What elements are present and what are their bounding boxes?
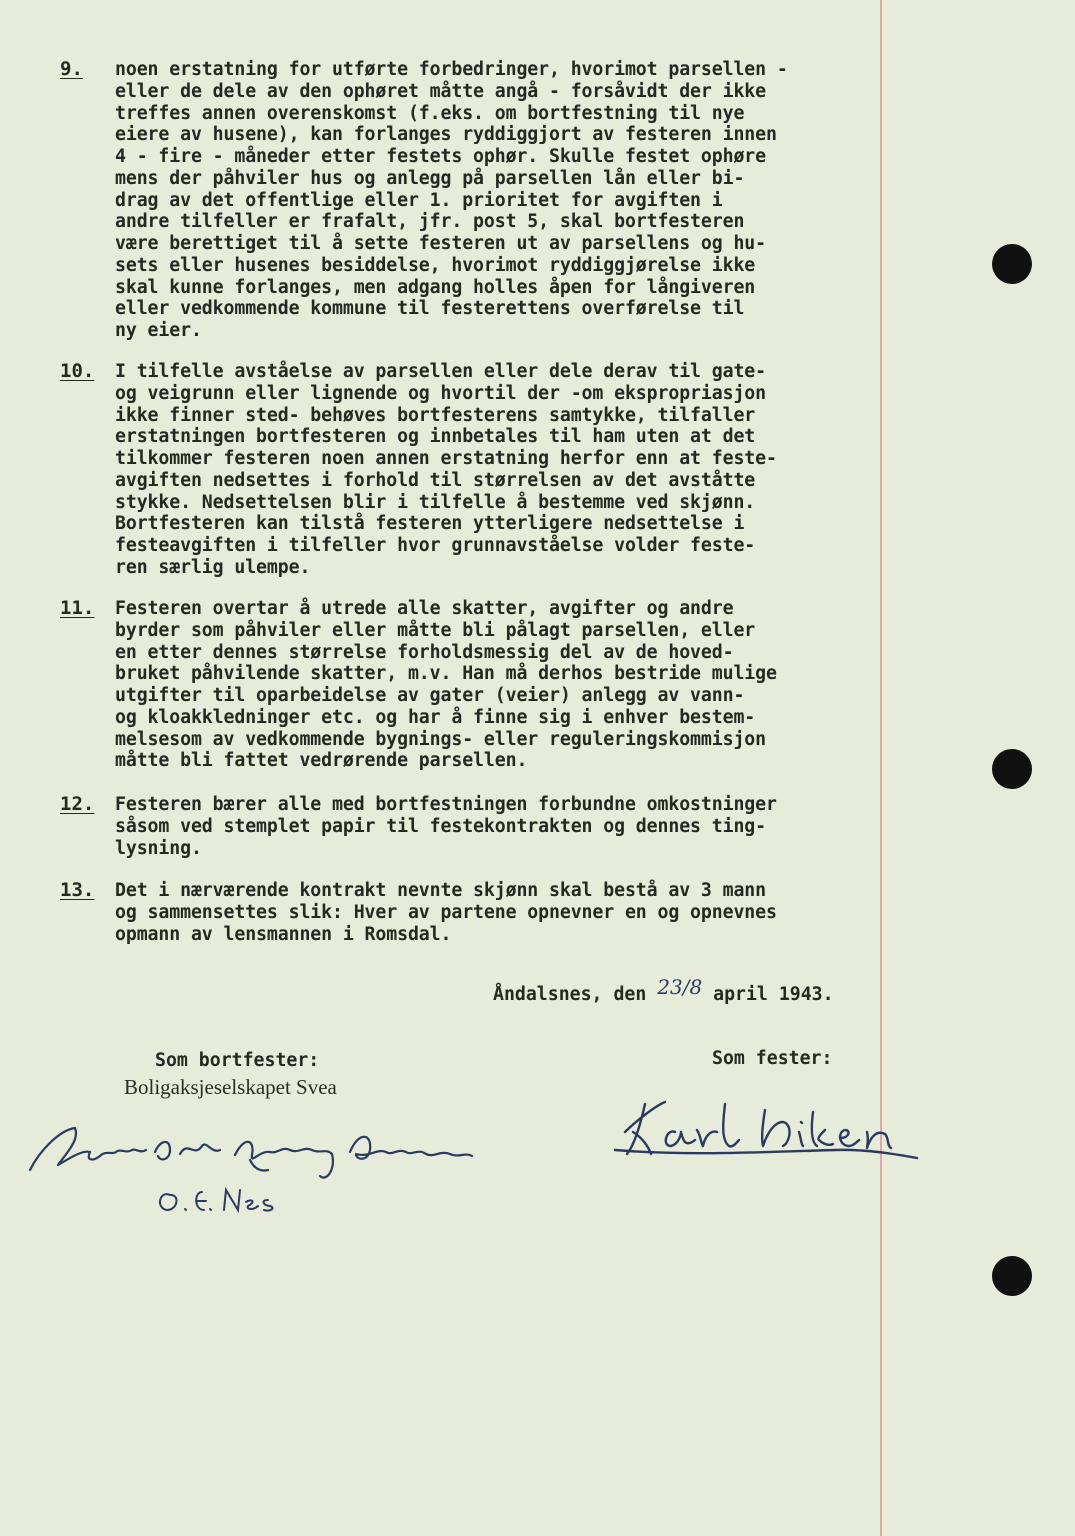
text-line: ny eier. [115, 320, 202, 341]
text-line: måtte bli fattet vedrørende parsellen. [115, 750, 528, 772]
text-line: tilkommer festeren noen annen erstatning herfor enn at feste- [115, 448, 777, 469]
punch-hole-bottom [992, 1256, 1032, 1296]
text-line: noen erstatning for utførte forbedringer, hvorimot parsellen - [115, 59, 788, 80]
text-line: avgiften nedsettes i forhold til størrelsen av det avståtte [115, 469, 756, 491]
text-line: eller de dele av den ophøret måtte angå - forsåvidt der ikke [115, 80, 766, 102]
date-suffix: april 1943. [713, 984, 834, 1005]
lessor-label: Som bortfester: [155, 1050, 320, 1071]
text-line: I tilfelle avståelse av parsellen eller dele derav til gate- [115, 361, 766, 382]
text-line: være berettiget til å sette festeren ut av parsellens og hu- [115, 233, 766, 254]
text-line: lysning. [115, 837, 202, 859]
text-line: sets eller husenes besiddelse, hvorimot ryddiggjørelse ikke [115, 254, 756, 276]
lessee-label: Som fester: [712, 1048, 833, 1069]
text-line: utgifter til oparbeidelse av gater (veier) anlegg av vann- [115, 685, 745, 706]
clause-text [115, 794, 900, 859]
text-line: festeavgiften i tilfeller hvor grunnavståelse volder feste- [115, 535, 756, 556]
clause-number: 10. [60, 360, 95, 382]
text-line: såsom ved stemplet papir til festekontrakten og dennes ting- [115, 815, 766, 837]
text-line: eiere av husene), kan forlanges ryddiggjort av festeren innen [115, 124, 777, 146]
punch-hole-top [992, 244, 1032, 284]
text-line: ikke finner sted- behøves bortfesterens samtykke, tilfaller [115, 404, 756, 426]
company-stamp: Boligaksjeselskapet Svea [124, 1075, 337, 1099]
text-line: og kloakkledninger etc. og har å finne sig i enhver bestem- [115, 706, 756, 728]
text-line: eller vedkommende kommune til festerettens overførelse til [115, 298, 745, 320]
text-line: erstatningen bortfesteren og innbetales til ham uten at det [115, 426, 756, 448]
text-line: treffes annen overenskomst (f.eks. om bortfestning til nye [115, 102, 745, 124]
text-line: Det i nærværende kontrakt nevnte skjønn skal bestå av 3 mann [115, 880, 766, 901]
clause-number: 11. [60, 597, 95, 619]
text-line: ren særlig ulempe. [115, 556, 311, 578]
handwritten-date: 23/8 [657, 975, 703, 999]
text-line: Festeren bærer alle med bortfestningen forbundne omkostninger [115, 794, 777, 815]
text-line: bruket påhvilende skatter, m.v. Han må derhos bestride mulige [115, 663, 777, 685]
text-line: byrder som påhviler eller måtte bli pålagt parsellen, eller [115, 619, 756, 641]
date-prefix: Åndalsnes, den [493, 984, 658, 1005]
text-line: melsesom av vedkommende bygnings- eller reguleringskommisjon [115, 728, 766, 750]
clause-number: 13. [60, 879, 95, 901]
lessee-signature [605, 1092, 925, 1172]
text-line: andre tilfeller er frafalt, jfr. post 5, skal bortfesteren [115, 211, 745, 233]
text-line: opmann av lensmannen i Romsdal. [115, 923, 452, 945]
clause-text [115, 361, 900, 579]
text-line: Festeren overtar å utrede alle skatter, avgifter og andre [115, 598, 734, 619]
clause-text [115, 880, 900, 945]
text-line: og sammensettes slik: Hver av partene opnevner en og opnevnes [115, 901, 777, 923]
text-line: Bortfesteren kan tilstå festeren ytterligere nedsettelse i [115, 513, 745, 535]
clause-text [115, 59, 900, 342]
date-line [493, 975, 834, 1006]
text-line: og veigrunn eller lignende og hvortil der -om ekspropriasjon [115, 382, 766, 404]
text-line: en etter dennes størrelse forholdsmessig del av de hoved- [115, 641, 734, 663]
lessor-signature [20, 1110, 490, 1220]
punch-hole-middle [992, 749, 1032, 789]
clause-text [115, 598, 900, 772]
text-line: mens der påhviler hus og anlegg på parsellen lån eller bi- [115, 167, 745, 189]
text-line: skal kunne forlanges, men adgang holles åpen for långiveren [115, 276, 756, 298]
clause-number: 12. [60, 793, 95, 815]
text-line: stykke. Nedsettelsen blir i tilfelle å bestemme ved skjønn. [115, 491, 756, 513]
text-line: 4 - fire - måneder etter festets ophør. Skulle festet ophøre [115, 146, 766, 167]
text-line: drag av det offentlige eller 1. prioritet for avgiften i [115, 189, 723, 211]
clause-number: 9. [60, 58, 83, 80]
